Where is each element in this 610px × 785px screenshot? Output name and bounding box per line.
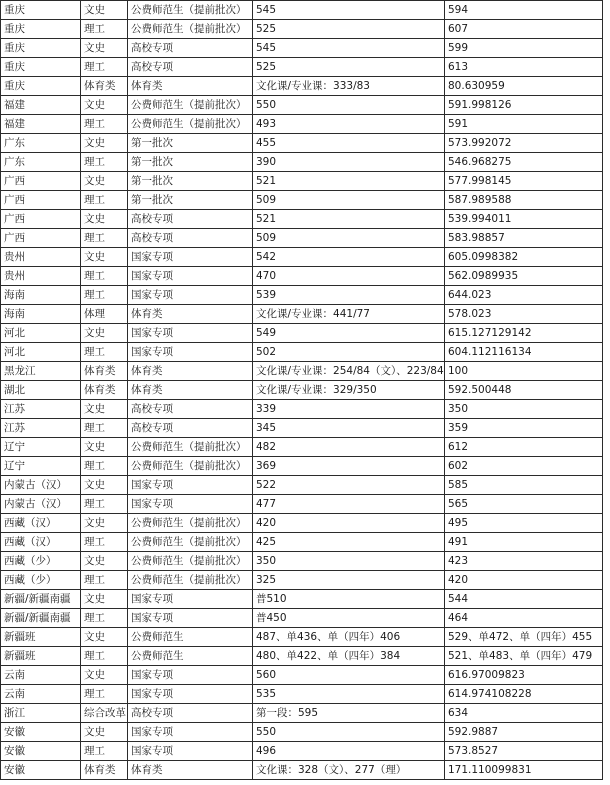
track-cell: 理工 [81, 685, 128, 704]
category-cell: 国家专项 [128, 685, 253, 704]
min-score-cell: 482 [253, 438, 445, 457]
table-row [1, 172, 603, 191]
track-cell: 文史 [81, 210, 128, 229]
table-row [1, 153, 603, 172]
max-score-cell: 562.0989935 [445, 267, 603, 286]
max-score-cell: 359 [445, 419, 603, 438]
track-cell: 体育类 [81, 381, 128, 400]
track-cell: 理工 [81, 267, 128, 286]
min-score-cell: 325 [253, 571, 445, 590]
min-score-cell: 345 [253, 419, 445, 438]
province-cell: 新疆班 [1, 647, 81, 666]
max-score-cell: 573.992072 [445, 134, 603, 153]
province-cell: 浙江 [1, 704, 81, 723]
province-cell: 黑龙江 [1, 362, 81, 381]
min-score-cell: 525 [253, 20, 445, 39]
category-cell: 第一批次 [128, 172, 253, 191]
max-score-cell: 613 [445, 58, 603, 77]
track-cell: 理工 [81, 533, 128, 552]
track-cell: 理工 [81, 58, 128, 77]
table-row [1, 457, 603, 476]
table-row [1, 381, 603, 400]
table-row [1, 362, 603, 381]
category-cell: 公费师范生（提前批次） [128, 457, 253, 476]
table-row [1, 628, 603, 647]
table-row [1, 647, 603, 666]
max-score-cell: 592.9887 [445, 723, 603, 742]
category-cell: 公费师范生（提前批次） [128, 96, 253, 115]
min-score-cell: 文化课/专业课：333/83 [253, 77, 445, 96]
province-cell: 辽宁 [1, 438, 81, 457]
category-cell: 高校专项 [128, 400, 253, 419]
province-cell: 河北 [1, 324, 81, 343]
min-score-cell: 539 [253, 286, 445, 305]
province-cell: 内蒙古（汉） [1, 476, 81, 495]
table-row [1, 400, 603, 419]
province-cell: 海南 [1, 286, 81, 305]
track-cell: 理工 [81, 115, 128, 134]
track-cell: 体理 [81, 305, 128, 324]
category-cell: 公费师范生（提前批次） [128, 438, 253, 457]
table-row [1, 666, 603, 685]
track-cell: 文史 [81, 666, 128, 685]
table-row [1, 77, 603, 96]
min-score-cell: 第一段：595 [253, 704, 445, 723]
max-score-cell: 612 [445, 438, 603, 457]
max-score-cell: 599 [445, 39, 603, 58]
province-cell: 贵州 [1, 267, 81, 286]
table-row [1, 609, 603, 628]
min-score-cell: 425 [253, 533, 445, 552]
province-cell: 广西 [1, 229, 81, 248]
province-cell: 江苏 [1, 400, 81, 419]
table-row [1, 229, 603, 248]
track-cell: 文史 [81, 134, 128, 153]
province-cell: 内蒙古（汉） [1, 495, 81, 514]
table-row [1, 533, 603, 552]
table-row [1, 343, 603, 362]
min-score-cell: 560 [253, 666, 445, 685]
table-row [1, 1, 603, 20]
table-row [1, 96, 603, 115]
max-score-cell: 616.97009823 [445, 666, 603, 685]
province-cell: 广西 [1, 210, 81, 229]
min-score-cell: 550 [253, 723, 445, 742]
category-cell: 国家专项 [128, 723, 253, 742]
table-row [1, 115, 603, 134]
province-cell: 江苏 [1, 419, 81, 438]
category-cell: 体育类 [128, 381, 253, 400]
track-cell: 文史 [81, 438, 128, 457]
track-cell: 文史 [81, 552, 128, 571]
max-score-cell: 577.998145 [445, 172, 603, 191]
max-score-cell: 594 [445, 1, 603, 20]
track-cell: 理工 [81, 609, 128, 628]
province-cell: 湖北 [1, 381, 81, 400]
province-cell: 西藏（少） [1, 571, 81, 590]
table-row [1, 514, 603, 533]
min-score-cell: 文化课：328（文）、277（理） [253, 761, 445, 780]
min-score-cell: 487、单436、单（四年）406 [253, 628, 445, 647]
category-cell: 国家专项 [128, 286, 253, 305]
category-cell: 高校专项 [128, 229, 253, 248]
min-score-cell: 535 [253, 685, 445, 704]
max-score-cell: 583.98857 [445, 229, 603, 248]
track-cell: 文史 [81, 400, 128, 419]
province-cell: 广西 [1, 191, 81, 210]
max-score-cell: 80.630959 [445, 77, 603, 96]
province-cell: 新疆班 [1, 628, 81, 647]
max-score-cell: 607 [445, 20, 603, 39]
province-cell: 西藏（少） [1, 552, 81, 571]
max-score-cell: 171.110099831 [445, 761, 603, 780]
max-score-cell: 491 [445, 533, 603, 552]
max-score-cell: 587.989588 [445, 191, 603, 210]
category-cell: 第一批次 [128, 153, 253, 172]
track-cell: 理工 [81, 191, 128, 210]
track-cell: 文史 [81, 324, 128, 343]
max-score-cell: 644.023 [445, 286, 603, 305]
province-cell: 海南 [1, 305, 81, 324]
max-score-cell: 592.500448 [445, 381, 603, 400]
max-score-cell: 521、单483、单（四年）479 [445, 647, 603, 666]
table-row [1, 191, 603, 210]
province-cell: 河北 [1, 343, 81, 362]
province-cell: 重庆 [1, 1, 81, 20]
min-score-cell: 545 [253, 39, 445, 58]
category-cell: 国家专项 [128, 666, 253, 685]
category-cell: 体育类 [128, 305, 253, 324]
category-cell: 公费师范生 [128, 647, 253, 666]
track-cell: 理工 [81, 20, 128, 39]
min-score-cell: 525 [253, 58, 445, 77]
track-cell: 文史 [81, 514, 128, 533]
province-cell: 新疆/新疆南疆 [1, 609, 81, 628]
min-score-cell: 549 [253, 324, 445, 343]
table-row [1, 571, 603, 590]
category-cell: 国家专项 [128, 267, 253, 286]
max-score-cell: 573.8527 [445, 742, 603, 761]
category-cell: 公费师范生（提前批次） [128, 533, 253, 552]
track-cell: 理工 [81, 343, 128, 362]
table-row [1, 723, 603, 742]
max-score-cell: 614.974108228 [445, 685, 603, 704]
min-score-cell: 480、单422、单（四年）384 [253, 647, 445, 666]
max-score-cell: 464 [445, 609, 603, 628]
min-score-cell: 普450 [253, 609, 445, 628]
max-score-cell: 100 [445, 362, 603, 381]
min-score-cell: 521 [253, 172, 445, 191]
max-score-cell: 565 [445, 495, 603, 514]
category-cell: 高校专项 [128, 58, 253, 77]
track-cell: 理工 [81, 229, 128, 248]
category-cell: 公费师范生（提前批次） [128, 20, 253, 39]
province-cell: 安徽 [1, 723, 81, 742]
min-score-cell: 502 [253, 343, 445, 362]
min-score-cell: 390 [253, 153, 445, 172]
track-cell: 理工 [81, 571, 128, 590]
table-row [1, 324, 603, 343]
min-score-cell: 339 [253, 400, 445, 419]
min-score-cell: 350 [253, 552, 445, 571]
track-cell: 文史 [81, 628, 128, 647]
track-cell: 文史 [81, 476, 128, 495]
table-row [1, 590, 603, 609]
track-cell: 体育类 [81, 362, 128, 381]
table-row [1, 39, 603, 58]
track-cell: 理工 [81, 286, 128, 305]
category-cell: 公费师范生 [128, 628, 253, 647]
province-cell: 安徽 [1, 742, 81, 761]
table-row [1, 761, 603, 780]
category-cell: 高校专项 [128, 704, 253, 723]
max-score-cell: 604.112116134 [445, 343, 603, 362]
max-score-cell: 585 [445, 476, 603, 495]
table-row [1, 267, 603, 286]
min-score-cell: 550 [253, 96, 445, 115]
table-row [1, 495, 603, 514]
category-cell: 体育类 [128, 362, 253, 381]
table-row [1, 210, 603, 229]
table-row [1, 248, 603, 267]
min-score-cell: 509 [253, 191, 445, 210]
province-cell: 云南 [1, 685, 81, 704]
table-row [1, 742, 603, 761]
min-score-cell: 文化课/专业课：441/77 [253, 305, 445, 324]
table-row [1, 476, 603, 495]
min-score-cell: 普510 [253, 590, 445, 609]
max-score-cell: 605.0998382 [445, 248, 603, 267]
category-cell: 国家专项 [128, 476, 253, 495]
province-cell: 广东 [1, 134, 81, 153]
max-score-cell: 578.023 [445, 305, 603, 324]
min-score-cell: 477 [253, 495, 445, 514]
min-score-cell: 420 [253, 514, 445, 533]
track-cell: 文史 [81, 172, 128, 191]
category-cell: 公费师范生（提前批次） [128, 571, 253, 590]
category-cell: 体育类 [128, 77, 253, 96]
category-cell: 体育类 [128, 761, 253, 780]
max-score-cell: 615.127129142 [445, 324, 603, 343]
max-score-cell: 602 [445, 457, 603, 476]
max-score-cell: 546.968275 [445, 153, 603, 172]
category-cell: 国家专项 [128, 742, 253, 761]
min-score-cell: 509 [253, 229, 445, 248]
table-row [1, 552, 603, 571]
province-cell: 福建 [1, 96, 81, 115]
category-cell: 第一批次 [128, 134, 253, 153]
max-score-cell: 591 [445, 115, 603, 134]
category-cell: 高校专项 [128, 419, 253, 438]
table-row [1, 58, 603, 77]
province-cell: 广东 [1, 153, 81, 172]
category-cell: 高校专项 [128, 210, 253, 229]
province-cell: 重庆 [1, 39, 81, 58]
province-cell: 福建 [1, 115, 81, 134]
track-cell: 理工 [81, 647, 128, 666]
province-cell: 新疆/新疆南疆 [1, 590, 81, 609]
category-cell: 国家专项 [128, 324, 253, 343]
min-score-cell: 文化课/专业课：254/84（文）、223/84 [253, 362, 445, 381]
max-score-cell: 591.998126 [445, 96, 603, 115]
max-score-cell: 634 [445, 704, 603, 723]
track-cell: 文史 [81, 96, 128, 115]
min-score-cell: 493 [253, 115, 445, 134]
min-score-cell: 542 [253, 248, 445, 267]
category-cell: 高校专项 [128, 39, 253, 58]
table-row [1, 20, 603, 39]
max-score-cell: 544 [445, 590, 603, 609]
min-score-cell: 521 [253, 210, 445, 229]
category-cell: 国家专项 [128, 590, 253, 609]
category-cell: 国家专项 [128, 343, 253, 362]
track-cell: 理工 [81, 457, 128, 476]
province-cell: 重庆 [1, 77, 81, 96]
min-score-cell: 455 [253, 134, 445, 153]
track-cell: 理工 [81, 742, 128, 761]
track-cell: 理工 [81, 419, 128, 438]
track-cell: 综合改革 [81, 704, 128, 723]
track-cell: 体育类 [81, 761, 128, 780]
table-row [1, 419, 603, 438]
province-cell: 西藏（汉） [1, 514, 81, 533]
category-cell: 国家专项 [128, 495, 253, 514]
province-cell: 云南 [1, 666, 81, 685]
table-row [1, 704, 603, 723]
province-cell: 重庆 [1, 20, 81, 39]
track-cell: 文史 [81, 1, 128, 20]
track-cell: 理工 [81, 153, 128, 172]
max-score-cell: 539.994011 [445, 210, 603, 229]
track-cell: 体育类 [81, 77, 128, 96]
category-cell: 公费师范生（提前批次） [128, 1, 253, 20]
province-cell: 安徽 [1, 761, 81, 780]
track-cell: 文史 [81, 39, 128, 58]
category-cell: 公费师范生（提前批次） [128, 552, 253, 571]
track-cell: 理工 [81, 495, 128, 514]
track-cell: 文史 [81, 723, 128, 742]
province-cell: 广西 [1, 172, 81, 191]
province-cell: 贵州 [1, 248, 81, 267]
province-cell: 重庆 [1, 58, 81, 77]
table-row [1, 305, 603, 324]
max-score-cell: 423 [445, 552, 603, 571]
category-cell: 第一批次 [128, 191, 253, 210]
min-score-cell: 522 [253, 476, 445, 495]
category-cell: 国家专项 [128, 609, 253, 628]
max-score-cell: 529、单472、单（四年）455 [445, 628, 603, 647]
table-row [1, 685, 603, 704]
category-cell: 国家专项 [128, 248, 253, 267]
category-cell: 公费师范生（提前批次） [128, 514, 253, 533]
max-score-cell: 420 [445, 571, 603, 590]
track-cell: 文史 [81, 248, 128, 267]
table-row [1, 134, 603, 153]
province-cell: 西藏（汉） [1, 533, 81, 552]
min-score-cell: 496 [253, 742, 445, 761]
table-body [1, 1, 603, 780]
track-cell: 文史 [81, 590, 128, 609]
min-score-cell: 470 [253, 267, 445, 286]
max-score-cell: 350 [445, 400, 603, 419]
table-row [1, 438, 603, 457]
max-score-cell: 495 [445, 514, 603, 533]
table-row [1, 286, 603, 305]
min-score-cell: 545 [253, 1, 445, 20]
min-score-cell: 369 [253, 457, 445, 476]
min-score-cell: 文化课/专业课：329/350 [253, 381, 445, 400]
province-cell: 辽宁 [1, 457, 81, 476]
category-cell: 公费师范生（提前批次） [128, 115, 253, 134]
